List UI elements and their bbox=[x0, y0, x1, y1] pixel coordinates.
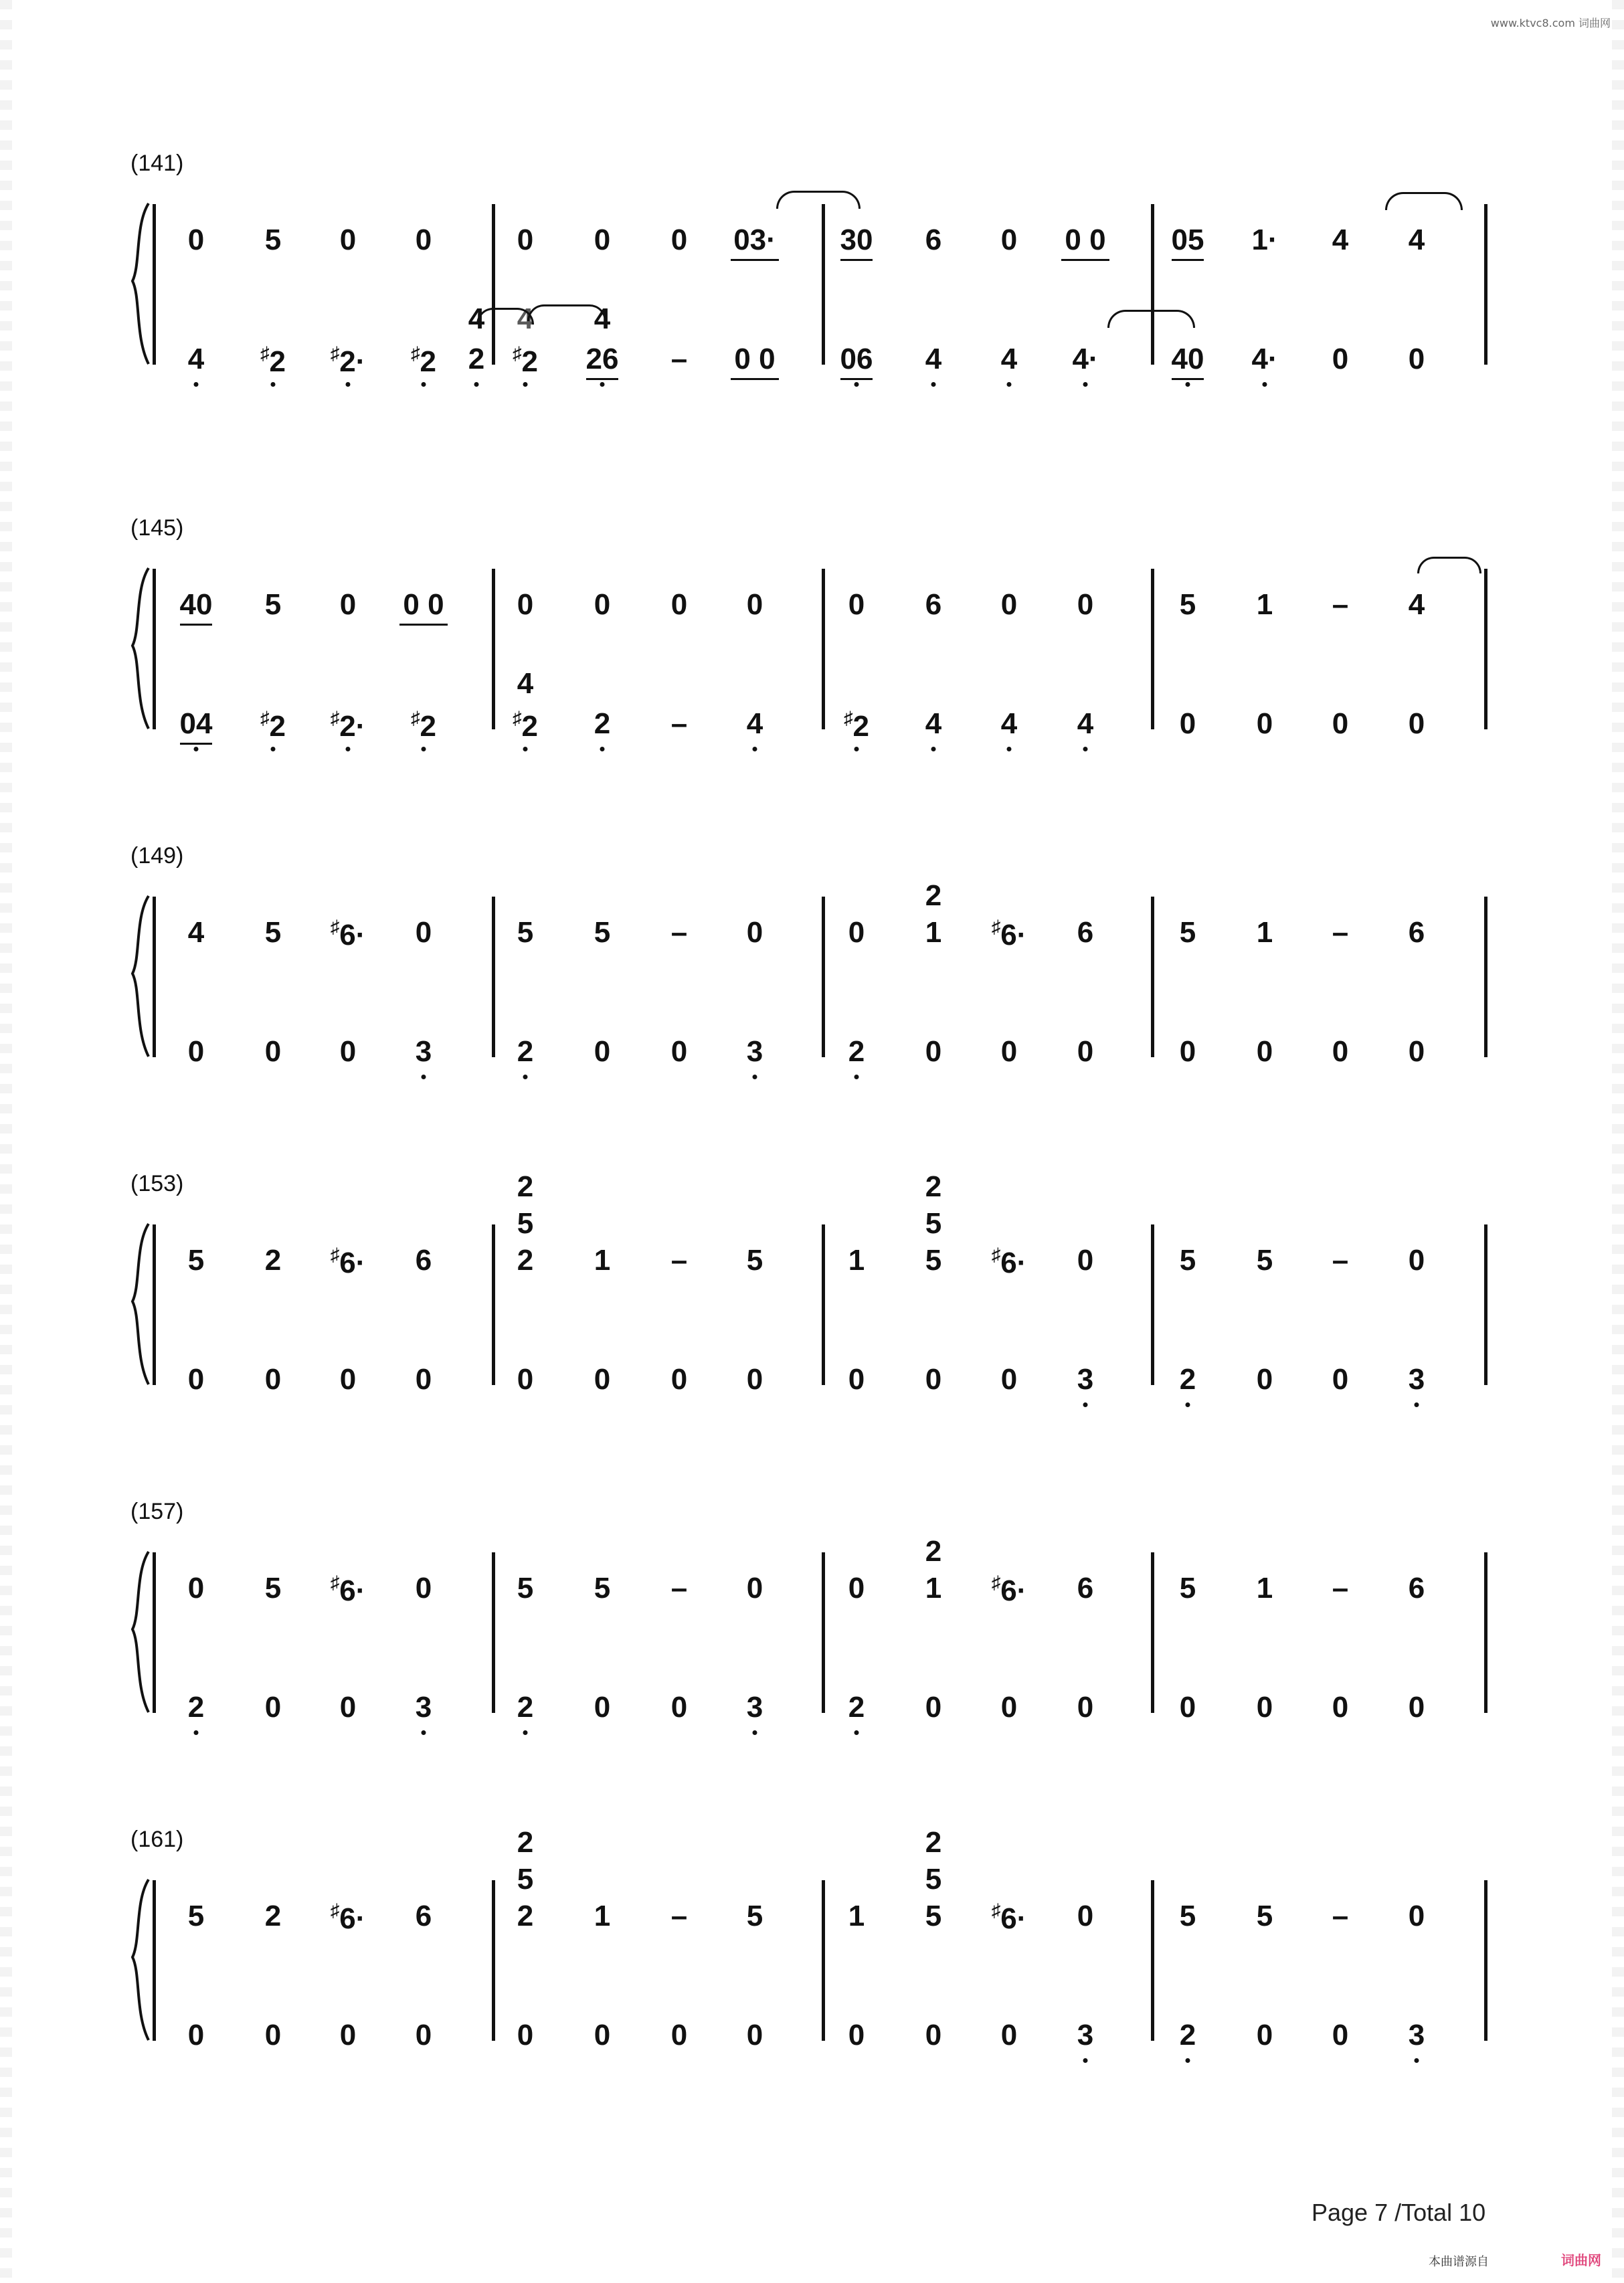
upper-note: 0 bbox=[1077, 1900, 1094, 1932]
lower-note: 0 bbox=[925, 2019, 942, 2051]
lower-note: 0 bbox=[187, 2019, 205, 2051]
site-url: www.ktvc8.com 词曲网 bbox=[1490, 17, 1611, 29]
upper-note: 4 bbox=[1408, 223, 1425, 256]
lower-note: 4 bbox=[187, 343, 205, 375]
lower-note: 3 bbox=[1077, 1363, 1094, 1396]
upper-note: 6 bbox=[1408, 916, 1425, 949]
lower-note: 0 bbox=[1000, 1691, 1018, 1724]
chord-note: 2 bbox=[925, 879, 942, 912]
chord-note: 5 bbox=[517, 1207, 534, 1240]
lower-note: 4 bbox=[746, 707, 763, 740]
upper-note: 2 bbox=[264, 1244, 282, 1277]
lower-note: 0 bbox=[670, 1691, 688, 1724]
lower-note: ♯2· bbox=[330, 708, 366, 743]
upper-note: 0 bbox=[746, 916, 763, 949]
upper-note: 0 0 bbox=[403, 588, 444, 621]
lower-note: 0 bbox=[1077, 1691, 1094, 1724]
upper-note: 0 bbox=[517, 588, 534, 621]
upper-note: 05 bbox=[1171, 223, 1204, 256]
lower-note: 2 bbox=[517, 1035, 534, 1068]
chord-note: 5 bbox=[517, 1863, 534, 1896]
upper-note: – bbox=[1332, 1900, 1349, 1932]
lower-note: 0 bbox=[594, 1691, 611, 1724]
chord-note: 2 bbox=[925, 1826, 942, 1859]
upper-note: 5 bbox=[1179, 588, 1196, 621]
upper-note: 0 bbox=[1000, 588, 1018, 621]
upper-note: 0 bbox=[187, 1572, 205, 1605]
upper-note: ♯6· bbox=[991, 1900, 1027, 1935]
sharp-sign: ♯ bbox=[330, 1900, 340, 1920]
lower-note: 2 bbox=[1179, 1363, 1196, 1396]
lower-note: 0 bbox=[1256, 1035, 1273, 1068]
octave-dot bbox=[1186, 2058, 1190, 2063]
upper-note: 5 bbox=[746, 1900, 763, 1932]
lower-note: 06 bbox=[840, 343, 873, 375]
lower-note: 3 bbox=[746, 1035, 763, 1068]
chord-note: 4 bbox=[517, 302, 534, 335]
lower-note: 2 bbox=[468, 343, 485, 375]
lower-note: 0 bbox=[1256, 707, 1273, 740]
upper-note: 5 bbox=[746, 1244, 763, 1277]
upper-note: 2 bbox=[517, 1244, 534, 1277]
upper-note: 5 bbox=[517, 916, 534, 949]
lower-note: 4· bbox=[1072, 343, 1099, 375]
sharp-sign: ♯ bbox=[991, 1900, 1001, 1920]
lower-note: ♯2 bbox=[513, 343, 538, 378]
chord-note: 2 bbox=[517, 1826, 534, 1859]
lower-note: 0 bbox=[925, 1363, 942, 1396]
chord-note: 4 bbox=[517, 667, 534, 700]
upper-note: 0 bbox=[594, 223, 611, 256]
lower-note: 0 0 bbox=[734, 343, 776, 375]
lower-note: 0 bbox=[1408, 1035, 1425, 1068]
sharp-sign: ♯ bbox=[330, 708, 340, 728]
lower-note: – bbox=[670, 707, 688, 740]
lower-note: 40 bbox=[1171, 343, 1204, 375]
upper-note: 2 bbox=[264, 1900, 282, 1932]
upper-note: 1 bbox=[594, 1244, 611, 1277]
upper-note: 1 bbox=[848, 1900, 865, 1932]
measure-number: (161) bbox=[130, 1827, 184, 1852]
upper-note: – bbox=[670, 1900, 688, 1932]
lower-note: 4 bbox=[1000, 343, 1018, 375]
upper-note: ♯6· bbox=[330, 1572, 366, 1607]
bar-line bbox=[1484, 1880, 1487, 2041]
lower-note: 0 bbox=[1332, 1691, 1349, 1724]
lower-note: 2 bbox=[594, 707, 611, 740]
upper-note: ♯6· bbox=[991, 1245, 1027, 1279]
chord-note: 2 bbox=[925, 1170, 942, 1203]
site-logo: 词曲网 bbox=[1561, 2252, 1601, 2268]
chord-note: 2 bbox=[925, 1535, 942, 1568]
chord-note: 5 bbox=[925, 1863, 942, 1896]
upper-note: 5 bbox=[1256, 1244, 1273, 1277]
sharp-sign: ♯ bbox=[991, 1245, 1001, 1265]
lower-note: 0 bbox=[594, 1035, 611, 1068]
upper-note: – bbox=[1332, 1572, 1349, 1605]
lower-note: 4 bbox=[1077, 707, 1094, 740]
chord-note: 5 bbox=[925, 1207, 942, 1240]
lower-note: 0 bbox=[264, 2019, 282, 2051]
upper-note: 03· bbox=[733, 223, 776, 256]
lower-note: 0 bbox=[339, 1691, 357, 1724]
lower-note: ♯2 bbox=[260, 708, 286, 743]
upper-note: 5 bbox=[187, 1900, 205, 1932]
upper-note: 6 bbox=[1077, 916, 1094, 949]
upper-note: 0 bbox=[1077, 588, 1094, 621]
octave-dot bbox=[1415, 2058, 1419, 2063]
upper-note: 5 bbox=[187, 1244, 205, 1277]
upper-note: 4 bbox=[187, 916, 205, 949]
lower-note: 0 bbox=[1179, 1035, 1196, 1068]
upper-note: ♯6· bbox=[991, 1572, 1027, 1607]
upper-note: – bbox=[1332, 588, 1349, 621]
upper-note: 0 bbox=[848, 1572, 865, 1605]
chord-note: 4 bbox=[468, 302, 485, 335]
upper-note: 0 bbox=[517, 223, 534, 256]
sharp-sign: ♯ bbox=[330, 343, 340, 363]
upper-note: 0 bbox=[1408, 1900, 1425, 1932]
lower-note: 4 bbox=[1000, 707, 1018, 740]
lower-note: 0 bbox=[1256, 2019, 1273, 2051]
upper-note: 5 bbox=[264, 588, 282, 621]
lower-note: 0 bbox=[746, 2019, 763, 2051]
lower-note: ♯2 bbox=[513, 708, 538, 743]
upper-note: 0 bbox=[415, 1572, 432, 1605]
measure-number: (145) bbox=[130, 515, 184, 541]
upper-note: 6 bbox=[415, 1244, 432, 1277]
upper-note: 0 bbox=[848, 916, 865, 949]
upper-note: ♯6· bbox=[991, 917, 1027, 951]
upper-note: 0 bbox=[339, 588, 357, 621]
upper-note: 5 bbox=[925, 1244, 942, 1277]
upper-note: 6 bbox=[1077, 1572, 1094, 1605]
bar-line bbox=[492, 1880, 495, 2041]
upper-note: 0 bbox=[670, 588, 688, 621]
chord-note: 4 bbox=[594, 302, 611, 335]
lower-note: 0 bbox=[264, 1691, 282, 1724]
upper-note: 1 bbox=[925, 916, 942, 949]
upper-note: 0 bbox=[746, 588, 763, 621]
sharp-sign: ♯ bbox=[991, 917, 1001, 937]
upper-note: 5 bbox=[1256, 1900, 1273, 1932]
lower-note: 3 bbox=[1077, 2019, 1094, 2051]
upper-note: 1 bbox=[1256, 588, 1273, 621]
lower-note: 0 bbox=[264, 1363, 282, 1396]
upper-note: 1 bbox=[1256, 916, 1273, 949]
upper-note: 0 0 bbox=[1065, 223, 1106, 256]
upper-note: 5 bbox=[594, 1572, 611, 1605]
lower-note: 0 bbox=[1408, 707, 1425, 740]
lower-note: 26 bbox=[585, 343, 619, 375]
lower-note: ♯2· bbox=[330, 343, 366, 378]
sharp-sign: ♯ bbox=[411, 343, 420, 363]
lower-note: ♯2 bbox=[844, 708, 869, 743]
upper-note: – bbox=[1332, 1244, 1349, 1277]
sharp-sign: ♯ bbox=[260, 343, 270, 363]
lower-note: 04 bbox=[179, 707, 213, 740]
upper-note: – bbox=[670, 916, 688, 949]
lower-note: 0 bbox=[264, 1035, 282, 1068]
measure-number: (149) bbox=[130, 843, 184, 869]
lower-note: 0 bbox=[848, 1363, 865, 1396]
lower-note: 2 bbox=[517, 1691, 534, 1724]
lower-note: 0 bbox=[1332, 1035, 1349, 1068]
lower-note: 0 bbox=[187, 1363, 205, 1396]
sharp-sign: ♯ bbox=[330, 917, 340, 937]
upper-note: 5 bbox=[1179, 916, 1196, 949]
system-brace bbox=[128, 1877, 155, 2044]
upper-note: 4 bbox=[1332, 223, 1349, 256]
lower-note: 4 bbox=[925, 343, 942, 375]
upper-note: 0 bbox=[339, 223, 357, 256]
lower-note: 0 bbox=[339, 1363, 357, 1396]
bar-line bbox=[153, 1880, 156, 2041]
lower-note: 0 bbox=[1256, 1691, 1273, 1724]
lower-note: 2 bbox=[1179, 2019, 1196, 2051]
lower-note: 0 bbox=[1332, 707, 1349, 740]
lower-note: 0 bbox=[670, 2019, 688, 2051]
lower-note: 0 bbox=[1256, 1363, 1273, 1396]
lower-note: 0 bbox=[670, 1363, 688, 1396]
lower-note: ♯2 bbox=[260, 343, 286, 378]
sharp-sign: ♯ bbox=[991, 1572, 1001, 1592]
lower-note: 3 bbox=[1408, 2019, 1425, 2051]
lower-note: 0 bbox=[925, 1691, 942, 1724]
upper-note: 6 bbox=[415, 1900, 432, 1932]
upper-note: 1 bbox=[925, 1572, 942, 1605]
lower-note: 0 bbox=[187, 1035, 205, 1068]
upper-note: 6 bbox=[1408, 1572, 1425, 1605]
lower-note: 0 bbox=[517, 1363, 534, 1396]
source-note: 本曲谱源自 bbox=[1429, 2255, 1489, 2269]
brace-curve bbox=[132, 1880, 149, 2040]
sharp-sign: ♯ bbox=[513, 708, 522, 728]
sharp-sign: ♯ bbox=[513, 343, 522, 363]
lower-note: 0 bbox=[1077, 1035, 1094, 1068]
upper-note: 5 bbox=[1179, 1900, 1196, 1932]
upper-note: 0 bbox=[187, 223, 205, 256]
lower-note: 0 bbox=[594, 1363, 611, 1396]
upper-note: 5 bbox=[1179, 1572, 1196, 1605]
lower-note: 0 bbox=[848, 2019, 865, 2051]
lower-note: 0 bbox=[517, 2019, 534, 2051]
lower-note: 3 bbox=[746, 1691, 763, 1724]
lower-note: 0 bbox=[415, 1363, 432, 1396]
upper-note: 0 bbox=[594, 588, 611, 621]
lower-note: 2 bbox=[848, 1691, 865, 1724]
bar-line bbox=[822, 1880, 825, 2041]
lower-note: 0 bbox=[1179, 1691, 1196, 1724]
sharp-sign: ♯ bbox=[330, 1572, 340, 1592]
measure-number: (141) bbox=[130, 151, 184, 176]
lower-note: 4 bbox=[925, 707, 942, 740]
upper-note: 5 bbox=[264, 1572, 282, 1605]
lower-note: 2 bbox=[187, 1691, 205, 1724]
lower-note: – bbox=[670, 343, 688, 375]
upper-note: ♯6· bbox=[330, 917, 366, 951]
upper-note: 5 bbox=[517, 1572, 534, 1605]
lower-note: 0 bbox=[746, 1363, 763, 1396]
upper-note: 1 bbox=[1256, 1572, 1273, 1605]
upper-note: 5 bbox=[925, 1900, 942, 1932]
lower-note: 3 bbox=[415, 1691, 432, 1724]
upper-note: – bbox=[1332, 916, 1349, 949]
upper-note: 5 bbox=[264, 916, 282, 949]
upper-note: 6 bbox=[925, 223, 942, 256]
lower-note: 0 bbox=[925, 1035, 942, 1068]
lower-note: 4· bbox=[1251, 343, 1278, 375]
sharp-sign: ♯ bbox=[844, 708, 853, 728]
lower-note: 3 bbox=[1408, 1363, 1425, 1396]
lower-note: 2 bbox=[848, 1035, 865, 1068]
upper-note: 0 bbox=[1077, 1244, 1094, 1277]
upper-note: ♯6· bbox=[330, 1900, 366, 1935]
lower-note: 0 bbox=[1332, 1363, 1349, 1396]
upper-note: 0 bbox=[670, 223, 688, 256]
lower-note: 0 bbox=[339, 1035, 357, 1068]
lower-note: 0 bbox=[1179, 707, 1196, 740]
upper-note: ♯6· bbox=[330, 1245, 366, 1279]
lower-note: 0 bbox=[1000, 1363, 1018, 1396]
upper-note: – bbox=[670, 1572, 688, 1605]
upper-note: 30 bbox=[840, 223, 873, 256]
upper-note: 0 bbox=[746, 1572, 763, 1605]
upper-note: 0 bbox=[848, 588, 865, 621]
lower-note: 0 bbox=[670, 1035, 688, 1068]
chord-note: 2 bbox=[517, 1170, 534, 1203]
lower-note: 0 bbox=[415, 2019, 432, 2051]
lower-note: 0 bbox=[1408, 343, 1425, 375]
sharp-sign: ♯ bbox=[330, 1245, 340, 1265]
upper-note: 4 bbox=[1408, 588, 1425, 621]
sharp-sign: ♯ bbox=[260, 708, 270, 728]
lower-note: 3 bbox=[415, 1035, 432, 1068]
lower-note: ♯2 bbox=[411, 708, 436, 743]
upper-note: 1· bbox=[1251, 223, 1278, 256]
upper-note: 5 bbox=[264, 223, 282, 256]
lower-note: ♯2 bbox=[411, 343, 436, 378]
measure-number: (157) bbox=[130, 1499, 184, 1524]
upper-note: 0 bbox=[415, 223, 432, 256]
lower-note: 0 bbox=[1332, 343, 1349, 375]
upper-note: 6 bbox=[925, 588, 942, 621]
upper-note: 0 bbox=[415, 916, 432, 949]
octave-dot bbox=[1083, 2058, 1088, 2063]
upper-note: 2 bbox=[517, 1900, 534, 1932]
lower-note: 0 bbox=[1332, 2019, 1349, 2051]
lower-note: 0 bbox=[594, 2019, 611, 2051]
upper-note: 5 bbox=[594, 916, 611, 949]
upper-note: 5 bbox=[1179, 1244, 1196, 1277]
bar-line bbox=[1151, 1880, 1154, 2041]
lower-note: 0 bbox=[1000, 1035, 1018, 1068]
lower-note: 0 bbox=[1000, 2019, 1018, 2051]
measure-number: (153) bbox=[130, 1171, 184, 1196]
lower-note: 0 bbox=[1408, 1691, 1425, 1724]
upper-note: 40 bbox=[179, 588, 213, 621]
sharp-sign: ♯ bbox=[411, 708, 420, 728]
upper-note: 1 bbox=[848, 1244, 865, 1277]
page-number: Page 7 /Total 10 bbox=[1312, 2199, 1486, 2226]
lower-note: 0 bbox=[339, 2019, 357, 2051]
upper-note: 1 bbox=[594, 1900, 611, 1932]
upper-note: – bbox=[670, 1244, 688, 1277]
upper-note: 0 bbox=[1408, 1244, 1425, 1277]
upper-note: 0 bbox=[1000, 223, 1018, 256]
